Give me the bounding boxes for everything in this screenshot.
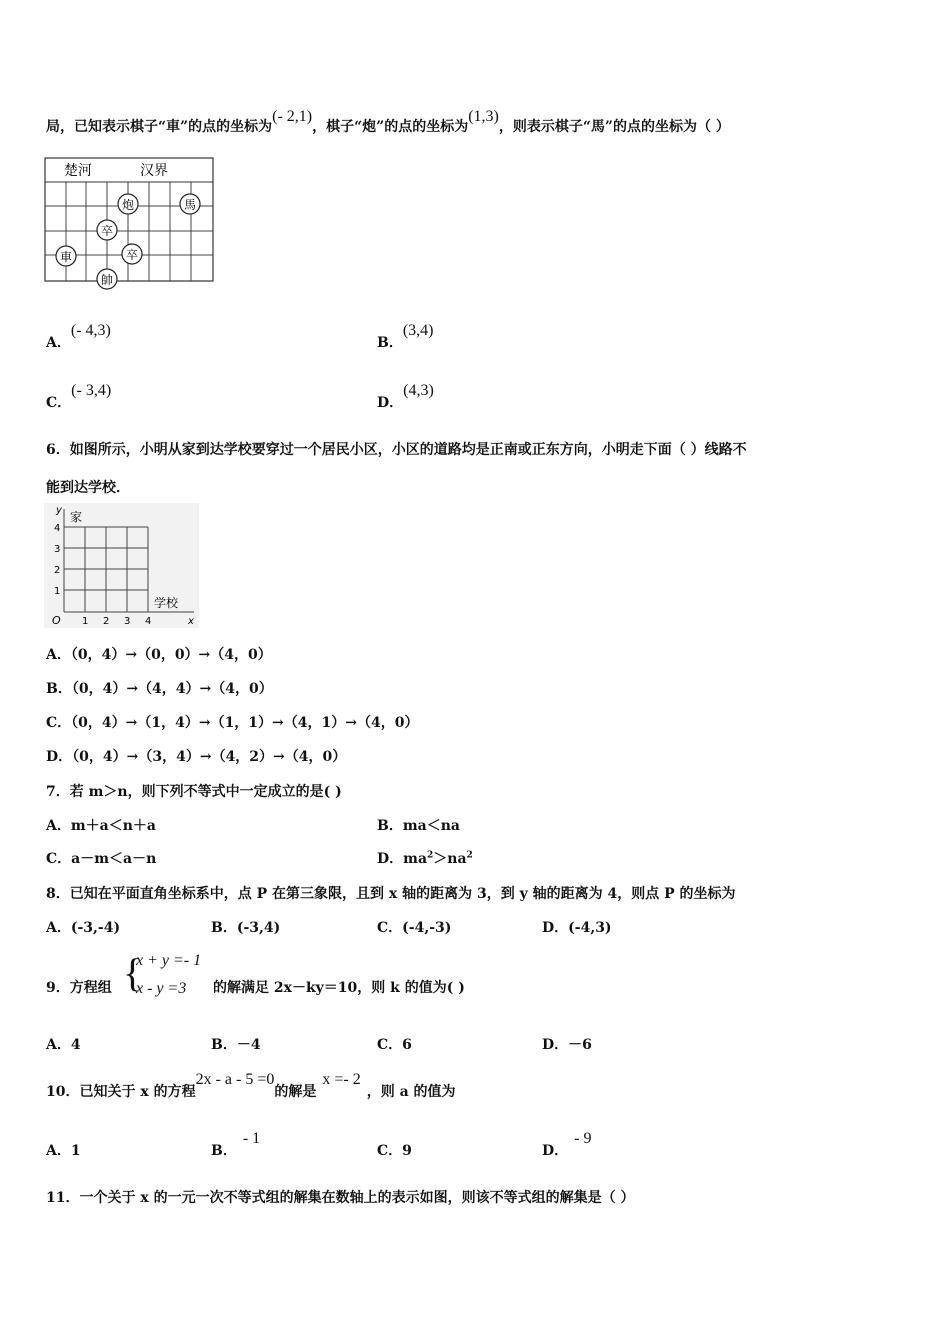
q9-option-b[interactable]: B．－4 xyxy=(211,1037,261,1053)
q11-stem: 11．一个关于 x 的一元一次不等式组的解集在数轴上的表示如图，则该不等式组的解集是（ ） xyxy=(46,1190,635,1206)
q5-option-b[interactable] xyxy=(377,322,434,352)
piece-label: 卒 xyxy=(126,248,139,262)
q5-stem-part-b: ，棋子“炮”的点的坐标为 xyxy=(312,119,469,135)
q6-option-d[interactable]: D．（0，4）→（3，4）→（4，2）→（4，0） xyxy=(46,749,347,765)
q10-option-c[interactable]: C．9 xyxy=(377,1143,412,1159)
y-tick: 3 xyxy=(54,544,61,555)
chess-piece-ma xyxy=(180,194,200,214)
q5-stem xyxy=(46,108,730,136)
board-label-hanjie: 汉界 xyxy=(140,163,168,179)
option-label: B． xyxy=(377,335,403,351)
q6-option-c[interactable]: C．（0，4）→（1，4）→（1，1）→（4，1）→（4，0） xyxy=(46,715,419,731)
q10-option-a[interactable]: A．1 xyxy=(46,1143,81,1159)
chess-piece-zu-1 xyxy=(97,220,117,240)
q5-pao-coord: (1,3) xyxy=(468,108,499,125)
school-label: 学校 xyxy=(154,596,179,610)
q8-option-d[interactable]: D．(-4,3) xyxy=(542,920,612,936)
q10-option-b[interactable] xyxy=(211,1130,261,1160)
q6-option-a[interactable]: A．（0，4）→（0，0）→（4，0） xyxy=(46,647,272,663)
superscript: 2 xyxy=(427,850,434,861)
q10-suffix: ，则 a 的值为 xyxy=(366,1084,456,1100)
q9-suffix: 的解满足 2x－ky＝10，则 k 的值为( ) xyxy=(213,980,465,996)
q10-stem xyxy=(46,1071,456,1101)
y-tick: 4 xyxy=(54,523,61,534)
x-axis-label: x xyxy=(188,616,194,627)
q9-brace: { xyxy=(123,950,143,995)
option-label: A． xyxy=(46,335,71,351)
q9-equation-1: x + y =- 1 xyxy=(136,952,202,969)
q10-mid: 的解是 xyxy=(274,1084,317,1100)
q8-option-a[interactable]: A．(-3,-4) xyxy=(46,920,121,936)
piece-label: 炮 xyxy=(122,198,135,212)
option-value: - 9 xyxy=(574,1130,592,1147)
x-tick: 3 xyxy=(124,616,131,627)
chess-piece-ju xyxy=(56,246,76,266)
q5-option-d[interactable] xyxy=(377,382,434,412)
option-label: B． xyxy=(211,1143,237,1159)
q10-prefix: 10．已知关于 x 的方程 xyxy=(46,1084,196,1100)
q5-stem-part-a: 局，已知表示棋子“車”的点的坐标为 xyxy=(46,119,273,135)
option-value: (4,3) xyxy=(403,382,434,399)
q5-option-c[interactable] xyxy=(46,382,112,412)
q10-equation: 2x - a - 5 =0 xyxy=(195,1071,275,1088)
chess-piece-pao xyxy=(118,194,138,214)
q9-prefix: 9．方程组 xyxy=(46,980,112,996)
q8-option-c[interactable]: C．(-4,-3) xyxy=(377,920,452,936)
board-label-chuhe: 楚河 xyxy=(64,163,92,179)
option-label: C． xyxy=(46,395,72,411)
q8-stem: 8．已知在平面直角坐标系中，点 P 在第三象限，且到 x 轴的距离为 3，到 y 轴的距离为 4，则点 P 的坐标为 xyxy=(46,886,736,902)
q5-stem-part-c: ，则表示棋子“馬”的点的坐标为（ ） xyxy=(498,119,730,135)
option-text: ＞na xyxy=(433,851,467,867)
q9-equation-2: x - y =3 xyxy=(136,980,187,997)
option-value: - 1 xyxy=(242,1130,261,1147)
q6-stem-line-2: 能到达学校． xyxy=(46,480,130,496)
q5-ju-coord: (- 2,1) xyxy=(272,108,313,125)
q9-option-a[interactable]: A．4 xyxy=(46,1037,81,1053)
piece-label: 帥 xyxy=(101,273,114,287)
y-tick: 1 xyxy=(54,586,61,597)
x-tick: 4 xyxy=(145,616,152,627)
q9-option-c[interactable]: C．6 xyxy=(377,1037,412,1053)
piece-label: 卒 xyxy=(101,224,114,238)
y-axis-label: y xyxy=(56,505,62,516)
q6-stem-line-1: 6．如图所示，小明从家到达学校要穿过一个居民小区，小区的道路均是正南或正东方向，小明走下面（ ）线路不 xyxy=(46,442,747,458)
q9-option-d[interactable]: D．－6 xyxy=(542,1037,592,1053)
piece-label: 車 xyxy=(60,250,73,264)
x-tick: 2 xyxy=(103,616,110,627)
q5-option-a[interactable] xyxy=(46,322,111,352)
q5-chess-board-figure xyxy=(44,157,216,293)
superscript: 2 xyxy=(466,850,473,861)
q7-option-d[interactable] xyxy=(377,848,473,868)
piece-label: 馬 xyxy=(184,198,197,212)
option-value: (- 3,4) xyxy=(71,382,112,399)
q7-option-c[interactable]: C．a－m＜a－n xyxy=(46,851,157,867)
q8-option-b[interactable]: B．(-3,4) xyxy=(211,920,281,936)
chess-piece-shuai xyxy=(97,269,117,289)
option-value: (3,4) xyxy=(402,322,434,339)
option-label: D． xyxy=(542,1143,569,1159)
origin-label: O xyxy=(52,614,61,627)
q7-option-a[interactable]: A．m＋a＜n＋a xyxy=(46,818,156,834)
y-tick: 2 xyxy=(54,565,61,576)
q6-grid-figure xyxy=(44,503,199,628)
chess-piece-zu-2 xyxy=(122,244,142,264)
option-text: D．ma xyxy=(377,851,428,867)
q10-solution: x =- 2 xyxy=(322,1071,361,1088)
q10-option-d[interactable] xyxy=(542,1130,592,1160)
q6-option-b[interactable]: B．（0，4）→（4，4）→（4，0） xyxy=(46,681,273,697)
option-value: (- 4,3) xyxy=(70,322,111,339)
q7-stem: 7．若 m＞n，则下列不等式中一定成立的是( ) xyxy=(46,784,342,800)
x-tick: 1 xyxy=(82,616,89,627)
home-label: 家 xyxy=(70,510,83,524)
q7-option-b[interactable]: B．ma＜na xyxy=(377,818,460,834)
option-label: D． xyxy=(377,395,404,411)
